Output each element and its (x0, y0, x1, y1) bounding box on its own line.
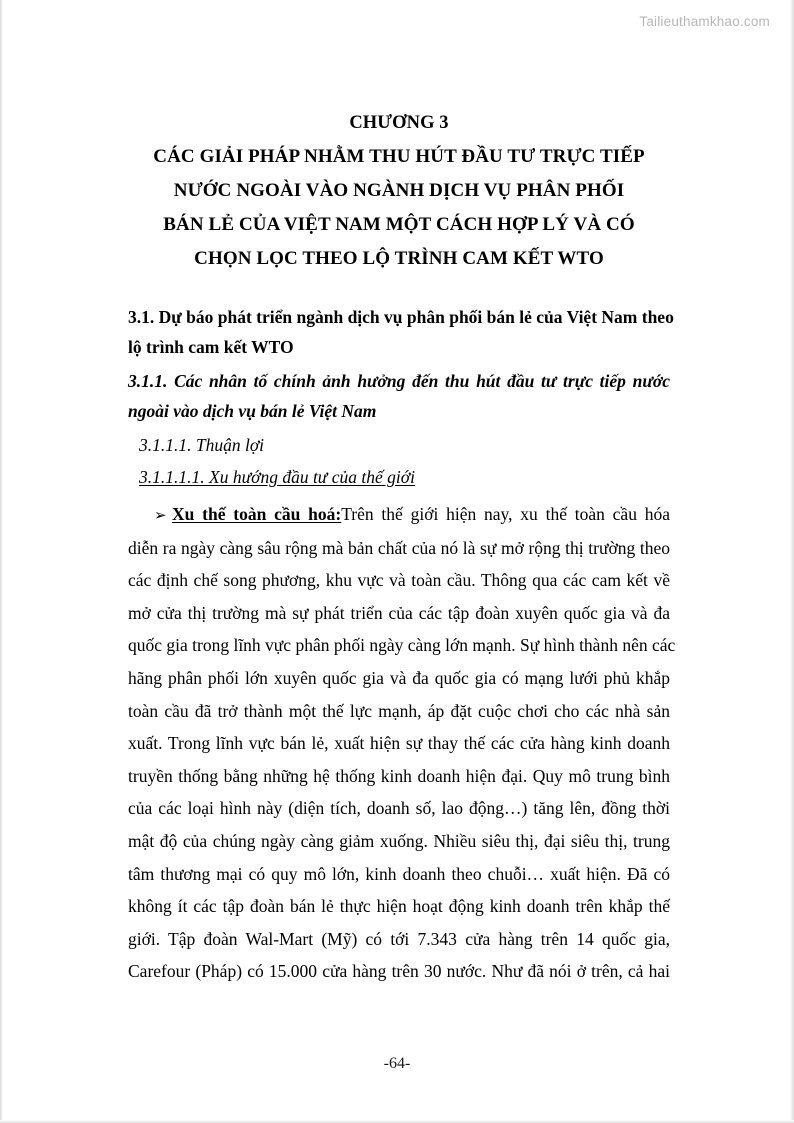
body-line: các định chế song phương, khu vực và toàn cầu. Thông qua các cam kết về (128, 570, 670, 591)
body-line: xuất. Trong lĩnh vực bán lẻ, xuất hiện sự thay thế các cửa hàng kinh doanh (128, 733, 670, 754)
body-line: không ít các tập đoàn bán lẻ thực hiện hoạt động kinh doanh trên khắp thế (128, 896, 670, 917)
body-line: hãng phân phối lớn xuyên quốc gia và đa quốc gia có mạng lưới phủ khắp (128, 667, 670, 688)
body-line: quốc gia trong lĩnh vực phân phối ngày càng lớn mạnh. Sự hình thành nên các (128, 635, 676, 656)
page-number: -64- (383, 1055, 411, 1072)
body-line: giới. Tập đoàn Wal-Mart (Mỹ) có tới 7.343 cửa hàng trên 14 quốc gia, (128, 928, 670, 949)
heading-section-3-1-line-2: lộ trình cam kết WTO (128, 337, 294, 357)
chapter-title-line-3: BÁN LẺ CỦA VIỆT NAM MỘT CÁCH HỢP LÝ VÀ CÓ (163, 214, 635, 235)
body-line: toàn cầu đã trở thành một thế lực mạnh, áp đặt cuộc chơi cho các nhà sản (128, 700, 670, 721)
arrowhead-bullet-icon: ➢ (154, 506, 167, 524)
chapter-title-line-2: NƯỚC NGOÀI VÀO NGÀNH DỊCH VỤ PHÂN PHỐI (173, 180, 625, 201)
heading-section-3-1-1-line-1: 3.1.1. Các nhân tố chính ảnh hưởng đến thu hút đầu tư trực tiếp nước (128, 371, 670, 391)
chapter-title-block (128, 106, 670, 276)
body-line: diễn ra ngày càng sâu rộng mà bản chất của nó là sự mở rộng thị trường theo (128, 537, 670, 558)
heading-section-3-1-1-1-1-text: 3.1.1.1.1. Xu hướng đầu tư của thế giới (139, 467, 415, 487)
lead-term: Xu thế toàn cầu hoá: (172, 504, 342, 524)
heading-section-3-1-1-line-2: ngoài vào dịch vụ bán lẻ Việt Nam (128, 401, 377, 421)
page-content (128, 106, 676, 988)
body-line: mở cửa thị trường mà sự phát triển của các tập đoàn xuyên quốc gia và đa (128, 602, 670, 623)
body-line: truyền thống bằng những hệ thống kinh doanh hiện đại. Quy mô trung bình (128, 765, 670, 786)
body-line: tâm thương mại có quy mô lớn, kinh doanh theo chuỗi… xuất hiện. Đã có (128, 863, 670, 884)
heading-section-3-1-1 (128, 366, 670, 426)
heading-section-3-1-line-1: 3.1. Dự báo phát triển ngành dịch vụ phân phối bán lẻ của Việt Nam theo (128, 307, 674, 327)
first-line-rest: Trên thế giới hiện nay, xu thế toàn cầu hóa (341, 504, 670, 524)
watermark: Tailieuthamkhao.com (639, 14, 770, 29)
scan-edge-left (0, 0, 3, 1123)
body-line: mật độ của chúng ngày càng giảm xuống. Nhiều siêu thị, đại siêu thị, trung (128, 830, 670, 851)
bullet-first-line (128, 498, 670, 532)
chapter-title-line-1: CÁC GIẢI PHÁP NHẰM THU HÚT ĐẦU TƯ TRỰC TIẾP (153, 146, 645, 167)
chapter-label: CHƯƠNG 3 (349, 113, 449, 133)
chapter-title-line-4: CHỌN LỌC THEO LỘ TRÌNH CAM KẾT WTO (194, 248, 604, 269)
heading-section-3-1-1-1: 3.1.1.1. Thuận lợi (139, 435, 265, 455)
heading-section-3-1-1-1-1 (128, 462, 670, 492)
body-line: Carefour (Pháp) có 15.000 cửa hàng trên 30 nước. Như đã nói ở trên, cả hai (128, 961, 670, 982)
heading-section-3-1 (128, 302, 674, 362)
body-paragraph (128, 498, 676, 988)
scan-edge-right (790, 0, 794, 1123)
body-line: của các loại hình này (diện tích, doanh số, lao động…) tăng lên, đồng thời (128, 798, 670, 819)
